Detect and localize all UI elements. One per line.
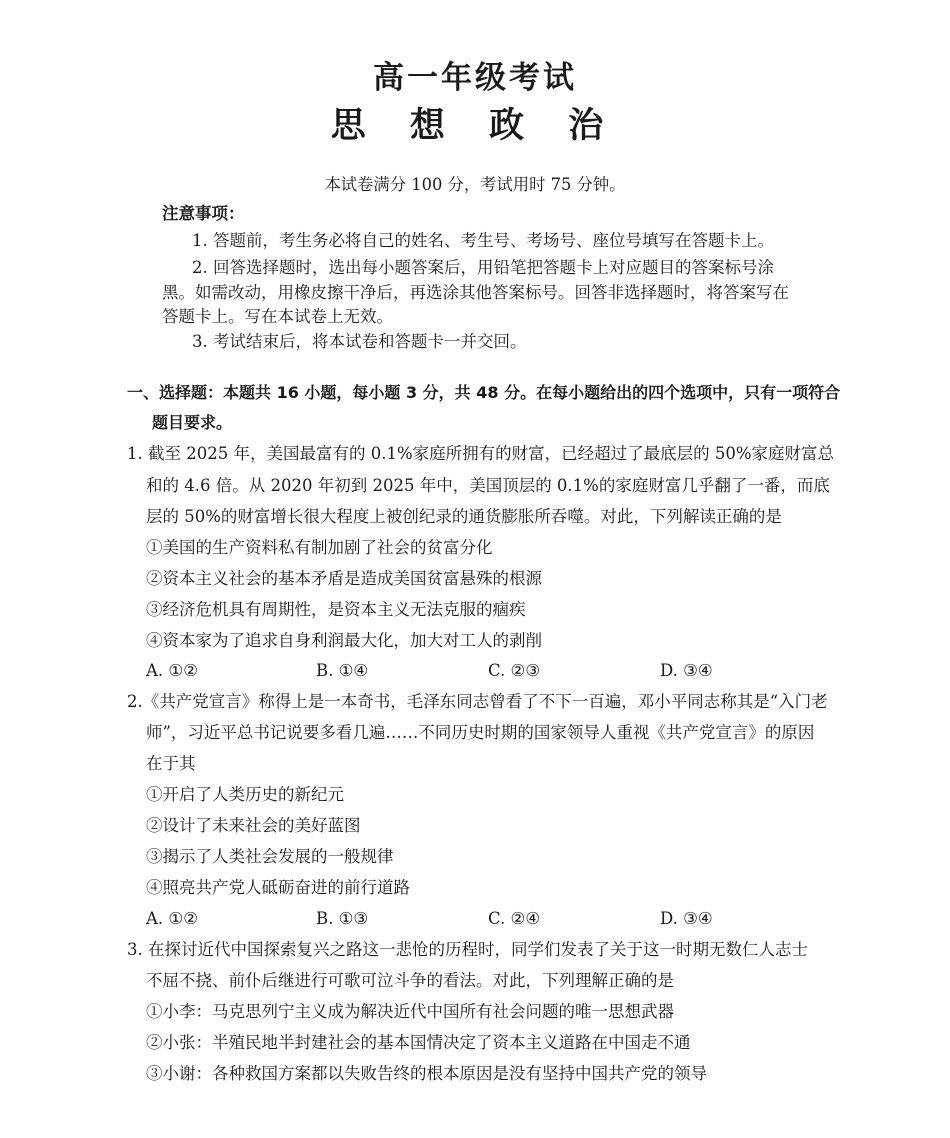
- question-1-item: ②资本主义社会的基本矛盾是造成美国贫富悬殊的根源: [146, 569, 542, 588]
- note-line: 2. 回答选择题时，选出每小题答案后，用铅笔把答题卡上对应题目的答案标号涂: [192, 258, 774, 277]
- question-1-option-c: C. ②③: [488, 661, 541, 680]
- question-1-stem: 1. 截至 2025 年，美国最富有的 0.1%家庭所拥有的财富，已经超过了最底层的 50%家庭财富总: [127, 444, 835, 463]
- question-2-option-d: D. ③④: [660, 909, 713, 928]
- section-heading: 一、选择题：本题共 16 小题，每小题 3 分，共 48 分。在每小题给出的四个选项中，只有一项符合: [127, 383, 841, 402]
- note-line: 黑。如需改动，用橡皮擦干净后，再选涂其他答案标号。回答非选择题时，将答案写在: [162, 283, 789, 302]
- note-line: 答题卡上。写在本试卷上无效。: [162, 307, 393, 326]
- question-2-option-b: B. ①③: [316, 909, 369, 928]
- question-2-stem: 在于其: [146, 754, 196, 773]
- question-3-item: ③小谢：各种救国方案都以失败告终的根本原因是没有坚持中国共产党的领导: [146, 1064, 707, 1083]
- question-1-option-a: A. ①②: [146, 661, 198, 680]
- question-2-option-a: A. ①②: [146, 909, 198, 928]
- exam-info: 本试卷满分 100 分，考试用时 75 分钟。: [324, 175, 626, 194]
- question-3-item: ②小张：半殖民地半封建社会的基本国情决定了资本主义道路在中国走不通: [146, 1033, 691, 1052]
- question-2-item: ①开启了人类历史的新纪元: [146, 785, 344, 804]
- note-line: 1. 答题前，考生务必将自己的姓名、考生号、考场号、座位号填写在答题卡上。: [192, 231, 774, 250]
- question-1-option-b: B. ①④: [316, 661, 369, 680]
- question-2-item: ②设计了未来社会的美好蓝图: [146, 816, 361, 835]
- question-1-stem: 和的 4.6 倍。从 2020 年初到 2025 年中，美国顶层的 0.1%的家庭财富几乎翻了一番，而底: [146, 476, 830, 495]
- question-2-stem: 师”，习近平总书记说要多看几遍……不同历史时期的国家领导人重视《共产党宣言》的原因: [146, 723, 815, 742]
- question-1-stem: 层的 50%的财富增长很大程度上被创纪录的通货膨胀所吞噬。对此，下列解读正确的是: [146, 507, 782, 526]
- question-3-item: ①小李：马克思列宁主义成为解决近代中国所有社会问题的唯一思想武器: [146, 1002, 674, 1021]
- note-line: 3. 考试结束后，将本试卷和答题卡一并交回。: [192, 332, 527, 351]
- question-2-stem: 2.《共产党宣言》称得上是一本奇书，毛泽东同志曾看了不下一百遍，邓小平同志称其是“入门老: [127, 692, 828, 711]
- question-3-stem: 3. 在探讨近代中国探索复兴之路这一悲怆的历程时，同学们发表了关于这一时期无数仁人志士: [127, 940, 808, 959]
- question-2-item: ④照亮共产党人砥砺奋进的前行道路: [146, 878, 410, 897]
- question-2-item: ③揭示了人类社会发展的一般规律: [146, 847, 394, 866]
- section-heading-cont: 题目要求。: [152, 413, 233, 432]
- exam-title: 高一年级考试: [373, 60, 577, 96]
- question-1-item: ③经济危机具有周期性，是资本主义无法克服的痼疾: [146, 600, 526, 619]
- question-2-option-c: C. ②④: [488, 909, 541, 928]
- question-3-stem: 不屈不挠、前仆后继进行可歌可泣斗争的看法。对此，下列理解正确的是: [146, 971, 674, 990]
- notes-heading: 注意事项：: [162, 204, 245, 223]
- subject-title: 思 想 政 治: [330, 106, 620, 146]
- question-1-item: ④资本家为了追求自身利润最大化，加大对工人的剥削: [146, 631, 542, 650]
- question-1-option-d: D. ③④: [660, 661, 713, 680]
- question-1-item: ①美国的生产资料私有制加剧了社会的贫富分化: [146, 538, 493, 557]
